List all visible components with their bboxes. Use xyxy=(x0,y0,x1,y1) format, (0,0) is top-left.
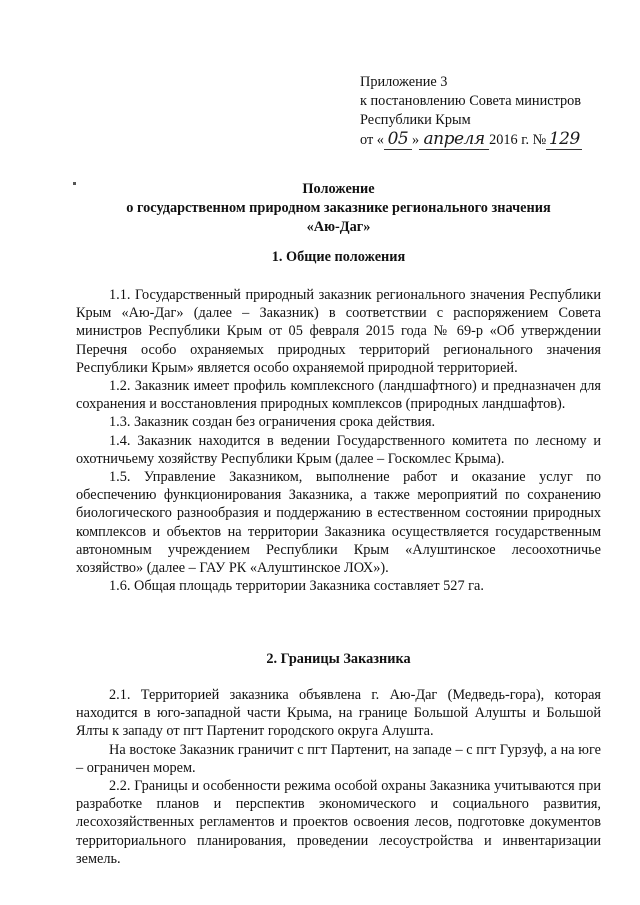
section-2-heading: 2. Границы Заказника xyxy=(266,651,411,667)
document-title xyxy=(76,180,601,237)
appendix-line-1: Приложение 3 xyxy=(360,74,448,90)
date-quote-close: » xyxy=(411,132,420,148)
appendix-date-line xyxy=(360,130,582,150)
paragraph-1-4: 1.4. Заказник находится в ведении Государственного комитета по лесному и охотничьему хозяйству Республики Крым (далее – Госкомлес Крыма). xyxy=(76,432,601,467)
section-2-body xyxy=(76,686,601,868)
appendix-block xyxy=(360,73,582,150)
handwritten-month: апреля xyxy=(419,130,489,150)
paragraph-1-6: 1.6. Общая площадь территории Заказника составляет 527 га. xyxy=(109,578,484,595)
handwritten-day: 05 xyxy=(384,130,412,150)
title-line-2: о государственном природном заказнике регионального значения xyxy=(126,200,551,216)
paragraph-2-1: 2.1. Территорией заказника объявлена г. Аю-Даг (Медведь-гора), которая находится в юго-западной части Крыма, на границе Большой Алушты и Большой Ялты к западу от пгт Партенит городского округа Алушта. xyxy=(76,687,601,740)
paragraph-1-5: 1.5. Управление Заказником, выполнение работ и оказание услуг по обеспечению функционирования Заказника, а также мероприятий по сохранению биологического разнообразия и поддержанию в естественном состоянии природных комплексов и объектов на территории Заказника осуществляется государственным автономным учреждением Республики Крым «Алуштинское лесоохотничье хозяйство» (далее – ГАУ РК «Алуштинское ЛОХ»). xyxy=(76,469,601,577)
section-1-body xyxy=(76,286,601,595)
appendix-line-3: Республики Крым xyxy=(360,112,471,128)
appendix-line-2: к постановлению Совета министров xyxy=(360,93,582,109)
paragraph-1-1: 1.1. Государственный природный заказник регионального значения Республики Крым «Аю-Даг» (далее – Заказник) в соответствии с распоряжением Совета министров Республики Крым от 05 февраля 2015 года № 69-р «Об утверждении Перечня особо охраняемых природных территорий регионального значения Республики Крым» является особо охраняемой природной территорией. xyxy=(76,287,601,376)
date-prefix: от « xyxy=(360,132,384,148)
section-1-heading: 1. Общие положения xyxy=(271,249,406,265)
handwritten-number: 129 xyxy=(546,130,582,150)
title-line-3: «Аю-Даг» xyxy=(306,219,371,235)
paragraph-1-2: 1.2. Заказник имеет профиль комплексного (ландшафтного) и предназначен для сохранения и восстановления природных комплексов (природных ландшафтов). xyxy=(76,378,601,413)
title-line-1: Положение xyxy=(302,181,375,197)
paragraph-1-3: 1.3. Заказник создан без ограничения срока действия. xyxy=(109,414,436,431)
paragraph-2-1b: На востоке Заказник граничит с пгт Партенит, на западе – с пгт Гурзуф, а на юге – ограничен морем. xyxy=(76,741,601,776)
paragraph-2-2: 2.2. Границы и особенности режима особой охраны Заказника учитываются при разработке планов и перспектив экономического и социального развития, лесохозяйственных регламентов и проектов освоения лесов, подготовке документов территориального планирования, проведении лесоустройства и инвентаризации земель. xyxy=(76,778,601,867)
date-year: 2016 г. № xyxy=(489,132,547,148)
